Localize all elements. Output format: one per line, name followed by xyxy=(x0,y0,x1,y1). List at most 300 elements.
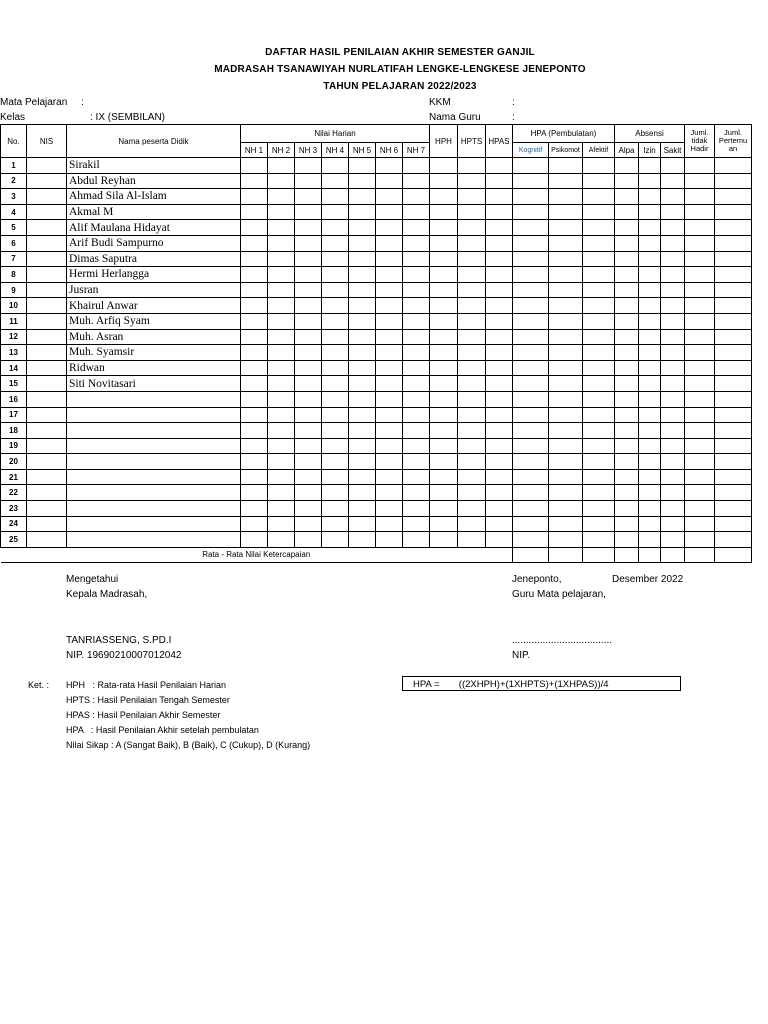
score-cell[interactable] xyxy=(639,189,661,205)
score-cell[interactable] xyxy=(458,360,486,376)
score-cell[interactable] xyxy=(376,501,403,517)
score-cell[interactable] xyxy=(376,173,403,189)
score-cell[interactable] xyxy=(486,189,513,205)
score-cell[interactable] xyxy=(615,158,639,174)
score-cell[interactable] xyxy=(583,454,615,470)
score-cell[interactable] xyxy=(661,220,685,236)
score-cell[interactable] xyxy=(322,329,349,345)
score-cell[interactable] xyxy=(486,391,513,407)
score-cell[interactable] xyxy=(458,158,486,174)
score-cell[interactable] xyxy=(349,391,376,407)
score-cell[interactable] xyxy=(376,298,403,314)
score-cell[interactable] xyxy=(295,423,322,439)
nis-cell[interactable] xyxy=(27,204,67,220)
score-cell[interactable] xyxy=(403,251,430,267)
score-cell[interactable] xyxy=(376,532,403,548)
score-cell[interactable] xyxy=(661,282,685,298)
score-cell[interactable] xyxy=(403,516,430,532)
score-cell[interactable] xyxy=(685,438,715,454)
score-cell[interactable] xyxy=(549,469,583,485)
score-cell[interactable] xyxy=(458,407,486,423)
score-cell[interactable] xyxy=(583,345,615,361)
score-cell[interactable] xyxy=(458,454,486,470)
score-cell[interactable] xyxy=(241,423,268,439)
score-cell[interactable] xyxy=(661,329,685,345)
score-cell[interactable] xyxy=(295,532,322,548)
score-cell[interactable] xyxy=(241,204,268,220)
score-cell[interactable] xyxy=(295,173,322,189)
score-cell[interactable] xyxy=(583,376,615,392)
score-cell[interactable] xyxy=(295,313,322,329)
score-cell[interactable] xyxy=(403,532,430,548)
score-cell[interactable] xyxy=(403,189,430,205)
score-cell[interactable] xyxy=(513,298,549,314)
score-cell[interactable] xyxy=(241,282,268,298)
score-cell[interactable] xyxy=(615,485,639,501)
score-cell[interactable] xyxy=(615,189,639,205)
score-cell[interactable] xyxy=(430,438,458,454)
score-cell[interactable] xyxy=(513,454,549,470)
score-cell[interactable] xyxy=(486,485,513,501)
score-cell[interactable] xyxy=(403,345,430,361)
score-cell[interactable] xyxy=(430,345,458,361)
score-cell[interactable] xyxy=(486,173,513,189)
score-cell[interactable] xyxy=(241,158,268,174)
score-cell[interactable] xyxy=(241,313,268,329)
score-cell[interactable] xyxy=(486,454,513,470)
score-cell[interactable] xyxy=(241,235,268,251)
score-cell[interactable] xyxy=(295,267,322,283)
score-cell[interactable] xyxy=(615,438,639,454)
score-cell[interactable] xyxy=(486,516,513,532)
score-cell[interactable] xyxy=(349,345,376,361)
score-cell[interactable] xyxy=(513,329,549,345)
score-cell[interactable] xyxy=(661,438,685,454)
nis-cell[interactable] xyxy=(27,423,67,439)
score-cell[interactable] xyxy=(430,376,458,392)
score-cell[interactable] xyxy=(549,360,583,376)
score-cell[interactable] xyxy=(715,235,752,251)
score-cell[interactable] xyxy=(295,516,322,532)
score-cell[interactable] xyxy=(349,532,376,548)
score-cell[interactable] xyxy=(458,376,486,392)
score-cell[interactable] xyxy=(295,282,322,298)
score-cell[interactable] xyxy=(241,485,268,501)
score-cell[interactable] xyxy=(513,423,549,439)
score-cell[interactable] xyxy=(458,501,486,517)
score-cell[interactable] xyxy=(549,391,583,407)
score-cell[interactable] xyxy=(513,360,549,376)
score-cell[interactable] xyxy=(268,391,295,407)
score-cell[interactable] xyxy=(715,532,752,548)
score-cell[interactable] xyxy=(268,313,295,329)
nis-cell[interactable] xyxy=(27,235,67,251)
score-cell[interactable] xyxy=(549,220,583,236)
score-cell[interactable] xyxy=(430,516,458,532)
score-cell[interactable] xyxy=(403,469,430,485)
score-cell[interactable] xyxy=(715,454,752,470)
score-cell[interactable] xyxy=(241,376,268,392)
score-cell[interactable] xyxy=(349,173,376,189)
score-cell[interactable] xyxy=(295,376,322,392)
score-cell[interactable] xyxy=(661,173,685,189)
score-cell[interactable] xyxy=(513,189,549,205)
score-cell[interactable] xyxy=(715,189,752,205)
score-cell[interactable] xyxy=(685,173,715,189)
score-cell[interactable] xyxy=(639,485,661,501)
score-cell[interactable] xyxy=(268,501,295,517)
score-cell[interactable] xyxy=(322,189,349,205)
score-cell[interactable] xyxy=(241,345,268,361)
score-cell[interactable] xyxy=(430,173,458,189)
score-cell[interactable] xyxy=(715,298,752,314)
score-cell[interactable] xyxy=(486,376,513,392)
score-cell[interactable] xyxy=(376,204,403,220)
score-cell[interactable] xyxy=(486,158,513,174)
score-cell[interactable] xyxy=(661,189,685,205)
score-cell[interactable] xyxy=(661,313,685,329)
score-cell[interactable] xyxy=(583,438,615,454)
score-cell[interactable] xyxy=(513,204,549,220)
score-cell[interactable] xyxy=(583,204,615,220)
score-cell[interactable] xyxy=(268,158,295,174)
score-cell[interactable] xyxy=(583,235,615,251)
score-cell[interactable] xyxy=(295,469,322,485)
score-cell[interactable] xyxy=(430,485,458,501)
score-cell[interactable] xyxy=(639,532,661,548)
score-cell[interactable] xyxy=(458,189,486,205)
score-cell[interactable] xyxy=(639,251,661,267)
score-cell[interactable] xyxy=(549,532,583,548)
score-cell[interactable] xyxy=(349,360,376,376)
score-cell[interactable] xyxy=(349,235,376,251)
score-cell[interactable] xyxy=(349,298,376,314)
score-cell[interactable] xyxy=(513,267,549,283)
score-cell[interactable] xyxy=(639,438,661,454)
score-cell[interactable] xyxy=(486,329,513,345)
score-cell[interactable] xyxy=(241,267,268,283)
score-cell[interactable] xyxy=(295,189,322,205)
score-cell[interactable] xyxy=(458,204,486,220)
nis-cell[interactable] xyxy=(27,282,67,298)
score-cell[interactable] xyxy=(639,313,661,329)
score-cell[interactable] xyxy=(583,532,615,548)
score-cell[interactable] xyxy=(458,423,486,439)
score-cell[interactable] xyxy=(583,282,615,298)
score-cell[interactable] xyxy=(661,360,685,376)
score-cell[interactable] xyxy=(349,251,376,267)
score-cell[interactable] xyxy=(430,204,458,220)
score-cell[interactable] xyxy=(430,282,458,298)
score-cell[interactable] xyxy=(376,313,403,329)
score-cell[interactable] xyxy=(715,251,752,267)
score-cell[interactable] xyxy=(715,220,752,236)
score-cell[interactable] xyxy=(583,391,615,407)
score-cell[interactable] xyxy=(458,282,486,298)
score-cell[interactable] xyxy=(715,267,752,283)
score-cell[interactable] xyxy=(349,220,376,236)
score-cell[interactable] xyxy=(685,267,715,283)
score-cell[interactable] xyxy=(486,267,513,283)
score-cell[interactable] xyxy=(241,189,268,205)
score-cell[interactable] xyxy=(295,220,322,236)
score-cell[interactable] xyxy=(715,438,752,454)
score-cell[interactable] xyxy=(661,158,685,174)
score-cell[interactable] xyxy=(615,298,639,314)
score-cell[interactable] xyxy=(458,329,486,345)
score-cell[interactable] xyxy=(458,516,486,532)
score-cell[interactable] xyxy=(715,313,752,329)
score-cell[interactable] xyxy=(430,360,458,376)
score-cell[interactable] xyxy=(615,173,639,189)
score-cell[interactable] xyxy=(549,282,583,298)
score-cell[interactable] xyxy=(376,220,403,236)
score-cell[interactable] xyxy=(295,485,322,501)
score-cell[interactable] xyxy=(430,189,458,205)
score-cell[interactable] xyxy=(661,298,685,314)
score-cell[interactable] xyxy=(430,298,458,314)
score-cell[interactable] xyxy=(295,251,322,267)
score-cell[interactable] xyxy=(513,485,549,501)
score-cell[interactable] xyxy=(322,360,349,376)
score-cell[interactable] xyxy=(639,267,661,283)
score-cell[interactable] xyxy=(458,438,486,454)
score-cell[interactable] xyxy=(639,423,661,439)
score-cell[interactable] xyxy=(486,501,513,517)
score-cell[interactable] xyxy=(685,345,715,361)
score-cell[interactable] xyxy=(639,391,661,407)
score-cell[interactable] xyxy=(349,516,376,532)
score-cell[interactable] xyxy=(349,267,376,283)
score-cell[interactable] xyxy=(241,251,268,267)
score-cell[interactable] xyxy=(513,313,549,329)
score-cell[interactable] xyxy=(549,158,583,174)
score-cell[interactable] xyxy=(685,220,715,236)
score-cell[interactable] xyxy=(486,360,513,376)
score-cell[interactable] xyxy=(661,235,685,251)
score-cell[interactable] xyxy=(615,532,639,548)
score-cell[interactable] xyxy=(241,532,268,548)
score-cell[interactable] xyxy=(513,501,549,517)
score-cell[interactable] xyxy=(458,469,486,485)
score-cell[interactable] xyxy=(268,298,295,314)
nis-cell[interactable] xyxy=(27,329,67,345)
score-cell[interactable] xyxy=(322,516,349,532)
score-cell[interactable] xyxy=(661,345,685,361)
score-cell[interactable] xyxy=(241,501,268,517)
score-cell[interactable] xyxy=(295,345,322,361)
score-cell[interactable] xyxy=(583,407,615,423)
score-cell[interactable] xyxy=(403,267,430,283)
score-cell[interactable] xyxy=(403,423,430,439)
score-cell[interactable] xyxy=(661,204,685,220)
score-cell[interactable] xyxy=(549,438,583,454)
score-cell[interactable] xyxy=(322,454,349,470)
score-cell[interactable] xyxy=(322,158,349,174)
score-cell[interactable] xyxy=(486,282,513,298)
score-cell[interactable] xyxy=(715,204,752,220)
score-cell[interactable] xyxy=(322,376,349,392)
score-cell[interactable] xyxy=(268,173,295,189)
score-cell[interactable] xyxy=(403,329,430,345)
score-cell[interactable] xyxy=(430,267,458,283)
score-cell[interactable] xyxy=(403,376,430,392)
score-cell[interactable] xyxy=(268,438,295,454)
score-cell[interactable] xyxy=(513,407,549,423)
score-cell[interactable] xyxy=(715,376,752,392)
score-cell[interactable] xyxy=(322,469,349,485)
score-cell[interactable] xyxy=(322,173,349,189)
score-cell[interactable] xyxy=(715,469,752,485)
score-cell[interactable] xyxy=(268,282,295,298)
score-cell[interactable] xyxy=(583,329,615,345)
score-cell[interactable] xyxy=(268,235,295,251)
score-cell[interactable] xyxy=(403,454,430,470)
score-cell[interactable] xyxy=(403,204,430,220)
score-cell[interactable] xyxy=(376,469,403,485)
score-cell[interactable] xyxy=(486,345,513,361)
score-cell[interactable] xyxy=(376,391,403,407)
score-cell[interactable] xyxy=(349,501,376,517)
score-cell[interactable] xyxy=(615,454,639,470)
score-cell[interactable] xyxy=(549,516,583,532)
score-cell[interactable] xyxy=(615,267,639,283)
score-cell[interactable] xyxy=(685,235,715,251)
score-cell[interactable] xyxy=(583,267,615,283)
score-cell[interactable] xyxy=(513,345,549,361)
nis-cell[interactable] xyxy=(27,267,67,283)
score-cell[interactable] xyxy=(639,454,661,470)
score-cell[interactable] xyxy=(639,516,661,532)
score-cell[interactable] xyxy=(715,282,752,298)
score-cell[interactable] xyxy=(430,220,458,236)
score-cell[interactable] xyxy=(430,501,458,517)
score-cell[interactable] xyxy=(685,298,715,314)
score-cell[interactable] xyxy=(549,501,583,517)
score-cell[interactable] xyxy=(615,360,639,376)
score-cell[interactable] xyxy=(268,532,295,548)
score-cell[interactable] xyxy=(615,204,639,220)
score-cell[interactable] xyxy=(268,469,295,485)
score-cell[interactable] xyxy=(661,251,685,267)
score-cell[interactable] xyxy=(583,485,615,501)
score-cell[interactable] xyxy=(685,282,715,298)
score-cell[interactable] xyxy=(403,391,430,407)
score-cell[interactable] xyxy=(322,423,349,439)
score-cell[interactable] xyxy=(486,469,513,485)
score-cell[interactable] xyxy=(458,267,486,283)
score-cell[interactable] xyxy=(295,235,322,251)
score-cell[interactable] xyxy=(322,407,349,423)
score-cell[interactable] xyxy=(661,485,685,501)
score-cell[interactable] xyxy=(241,360,268,376)
score-cell[interactable] xyxy=(349,282,376,298)
score-cell[interactable] xyxy=(403,313,430,329)
score-cell[interactable] xyxy=(295,391,322,407)
score-cell[interactable] xyxy=(661,454,685,470)
score-cell[interactable] xyxy=(430,469,458,485)
score-cell[interactable] xyxy=(295,329,322,345)
score-cell[interactable] xyxy=(322,391,349,407)
score-cell[interactable] xyxy=(549,298,583,314)
score-cell[interactable] xyxy=(661,391,685,407)
score-cell[interactable] xyxy=(661,376,685,392)
score-cell[interactable] xyxy=(513,516,549,532)
score-cell[interactable] xyxy=(513,251,549,267)
score-cell[interactable] xyxy=(639,158,661,174)
score-cell[interactable] xyxy=(549,204,583,220)
nis-cell[interactable] xyxy=(27,189,67,205)
score-cell[interactable] xyxy=(486,313,513,329)
score-cell[interactable] xyxy=(322,220,349,236)
score-cell[interactable] xyxy=(241,298,268,314)
score-cell[interactable] xyxy=(268,204,295,220)
score-cell[interactable] xyxy=(486,532,513,548)
score-cell[interactable] xyxy=(639,220,661,236)
score-cell[interactable] xyxy=(615,345,639,361)
score-cell[interactable] xyxy=(376,282,403,298)
score-cell[interactable] xyxy=(376,407,403,423)
score-cell[interactable] xyxy=(549,173,583,189)
score-cell[interactable] xyxy=(322,485,349,501)
score-cell[interactable] xyxy=(583,501,615,517)
score-cell[interactable] xyxy=(241,329,268,345)
score-cell[interactable] xyxy=(241,173,268,189)
score-cell[interactable] xyxy=(513,532,549,548)
score-cell[interactable] xyxy=(639,235,661,251)
score-cell[interactable] xyxy=(685,407,715,423)
score-cell[interactable] xyxy=(322,235,349,251)
score-cell[interactable] xyxy=(661,501,685,517)
score-cell[interactable] xyxy=(403,360,430,376)
score-cell[interactable] xyxy=(241,469,268,485)
score-cell[interactable] xyxy=(268,329,295,345)
nis-cell[interactable] xyxy=(27,391,67,407)
score-cell[interactable] xyxy=(430,251,458,267)
score-cell[interactable] xyxy=(486,407,513,423)
score-cell[interactable] xyxy=(661,516,685,532)
score-cell[interactable] xyxy=(376,360,403,376)
score-cell[interactable] xyxy=(615,282,639,298)
score-cell[interactable] xyxy=(513,376,549,392)
score-cell[interactable] xyxy=(583,423,615,439)
score-cell[interactable] xyxy=(486,220,513,236)
score-cell[interactable] xyxy=(295,158,322,174)
score-cell[interactable] xyxy=(549,251,583,267)
score-cell[interactable] xyxy=(268,345,295,361)
score-cell[interactable] xyxy=(349,423,376,439)
score-cell[interactable] xyxy=(615,329,639,345)
score-cell[interactable] xyxy=(583,158,615,174)
score-cell[interactable] xyxy=(639,298,661,314)
score-cell[interactable] xyxy=(615,423,639,439)
score-cell[interactable] xyxy=(549,485,583,501)
score-cell[interactable] xyxy=(486,438,513,454)
score-cell[interactable] xyxy=(376,454,403,470)
score-cell[interactable] xyxy=(268,516,295,532)
score-cell[interactable] xyxy=(615,251,639,267)
score-cell[interactable] xyxy=(583,360,615,376)
score-cell[interactable] xyxy=(549,267,583,283)
score-cell[interactable] xyxy=(639,282,661,298)
score-cell[interactable] xyxy=(458,313,486,329)
score-cell[interactable] xyxy=(685,485,715,501)
score-cell[interactable] xyxy=(615,235,639,251)
score-cell[interactable] xyxy=(403,158,430,174)
score-cell[interactable] xyxy=(583,189,615,205)
score-cell[interactable] xyxy=(322,438,349,454)
score-cell[interactable] xyxy=(458,532,486,548)
